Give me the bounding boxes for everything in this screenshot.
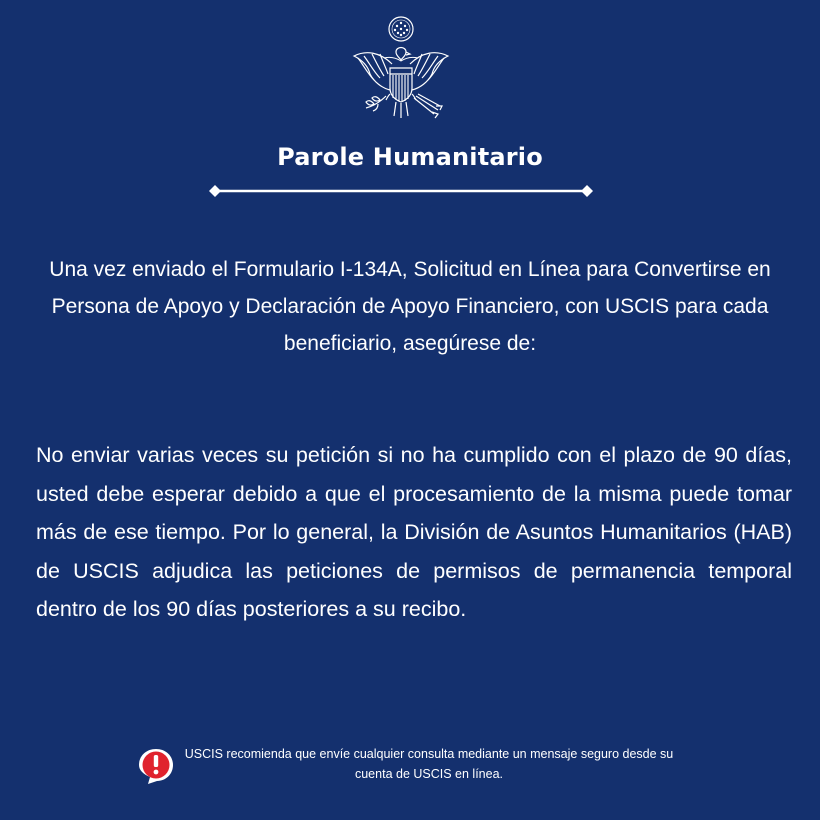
footer-note <box>136 744 696 792</box>
intro-paragraph: Una vez enviado el Formulario I-134A, Solicitud en Línea para Convertirse en Persona de Apoyo y Declaración de Apoyo Financiero, con USCIS para cada beneficiario, asegúrese de: <box>49 258 771 355</box>
page-title: Parole Humanitario <box>277 143 543 171</box>
exclamation-alert-icon <box>136 746 176 786</box>
footer-note-text: USCIS recomienda que envíe cualquier consulta mediante un mensaje seguro desde su cuenta de USCIS en línea. <box>184 747 674 781</box>
great-seal-eagle-icon <box>340 12 462 130</box>
title-divider <box>208 184 594 198</box>
main-paragraph: No enviar varias veces su petición si no ha cumplido con el plazo de 90 días, usted debe esperar debido a que el procesamiento de la misma puede tomar más de ese tiempo. Por lo general, la División de Asuntos Humanitarios (HAB) de USCIS adjudica las peticiones de permisos de permanencia temporal dentro de los 90 días posteriores a su recibo. <box>36 443 792 621</box>
